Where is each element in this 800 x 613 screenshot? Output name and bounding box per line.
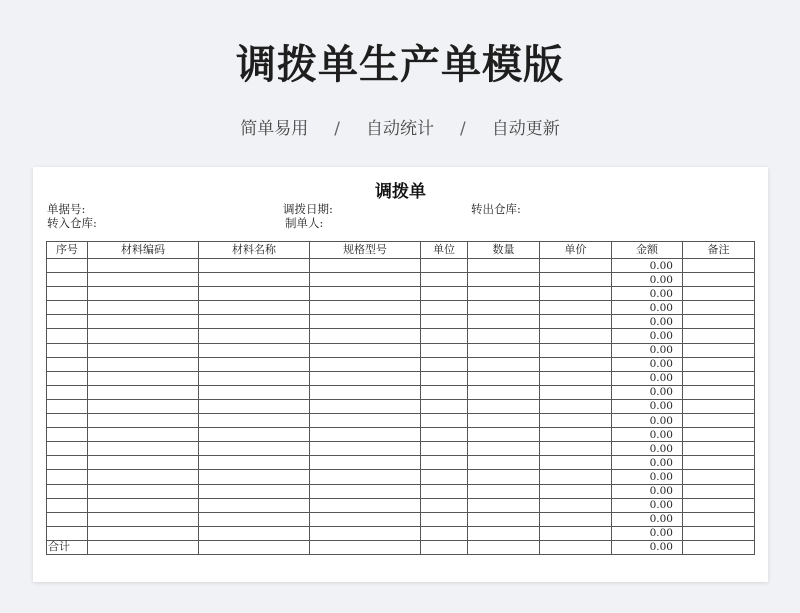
out-warehouse-label: 转出仓库: xyxy=(471,202,521,216)
table-cell[interactable] xyxy=(88,329,199,343)
form-title: 调拨单 xyxy=(375,182,426,202)
table-body xyxy=(47,259,755,541)
table-cell[interactable] xyxy=(421,343,468,357)
table-cell[interactable] xyxy=(468,259,540,273)
table-row xyxy=(47,456,755,470)
amount-cell: 0.00 xyxy=(612,526,683,540)
table-cell[interactable] xyxy=(468,456,540,470)
table-cell[interactable] xyxy=(468,385,540,399)
table-cell[interactable] xyxy=(47,498,88,512)
table-row xyxy=(47,442,755,456)
table-cell[interactable] xyxy=(683,315,755,329)
table-cell[interactable] xyxy=(88,414,199,428)
table-cell[interactable] xyxy=(310,414,421,428)
tag-auto-update: 自动更新 xyxy=(491,119,560,139)
table-row xyxy=(47,414,755,428)
table-cell[interactable] xyxy=(47,470,88,484)
table-cell[interactable] xyxy=(540,259,612,273)
table-cell[interactable] xyxy=(47,484,88,498)
amount-cell: 0.00 xyxy=(612,512,683,526)
amount-cell: 0.00 xyxy=(612,442,683,456)
table-cell[interactable] xyxy=(468,498,540,512)
table-cell[interactable] xyxy=(199,301,310,315)
table-cell[interactable] xyxy=(540,301,612,315)
table-cell[interactable] xyxy=(421,385,468,399)
table-cell[interactable] xyxy=(540,315,612,329)
table-cell[interactable] xyxy=(47,371,88,385)
table-cell[interactable] xyxy=(199,287,310,301)
table-cell[interactable] xyxy=(47,273,88,287)
table-cell[interactable] xyxy=(683,329,755,343)
table-cell[interactable] xyxy=(421,357,468,371)
table-cell[interactable] xyxy=(540,526,612,540)
table-cell[interactable] xyxy=(199,414,310,428)
table-cell[interactable] xyxy=(199,259,310,273)
table-cell[interactable] xyxy=(88,301,199,315)
table-cell[interactable] xyxy=(468,470,540,484)
table-cell[interactable] xyxy=(421,414,468,428)
table-row xyxy=(47,526,755,540)
table-cell[interactable] xyxy=(88,385,199,399)
table-cell[interactable] xyxy=(540,540,612,554)
amount-cell: 0.00 xyxy=(612,470,683,484)
col-header-seq: 序号 xyxy=(47,242,88,259)
table-cell[interactable] xyxy=(47,456,88,470)
table-cell[interactable] xyxy=(540,329,612,343)
table-cell[interactable] xyxy=(88,287,199,301)
table-cell[interactable] xyxy=(199,371,310,385)
table-cell[interactable] xyxy=(468,540,540,554)
table-cell[interactable] xyxy=(468,484,540,498)
table-row xyxy=(47,428,755,442)
table-cell[interactable] xyxy=(683,259,755,273)
table-row xyxy=(47,399,755,413)
table-cell[interactable] xyxy=(310,329,421,343)
table-cell[interactable] xyxy=(199,428,310,442)
col-header-remark: 备注 xyxy=(683,242,755,259)
table-cell[interactable] xyxy=(47,315,88,329)
table-cell[interactable] xyxy=(421,273,468,287)
table-cell[interactable] xyxy=(468,442,540,456)
amount-cell: 0.00 xyxy=(612,287,683,301)
table-row xyxy=(47,385,755,399)
table-cell[interactable] xyxy=(47,428,88,442)
table-cell[interactable] xyxy=(199,498,310,512)
table-cell[interactable] xyxy=(199,526,310,540)
table-cell[interactable] xyxy=(47,301,88,315)
table-row xyxy=(47,273,755,287)
table-cell[interactable] xyxy=(47,442,88,456)
table-cell[interactable] xyxy=(540,414,612,428)
amount-cell: 0.00 xyxy=(612,399,683,413)
table-cell[interactable] xyxy=(88,540,199,554)
table-cell[interactable] xyxy=(310,540,421,554)
table-cell[interactable] xyxy=(683,343,755,357)
table-cell[interactable] xyxy=(88,428,199,442)
table-cell[interactable] xyxy=(683,287,755,301)
table-cell[interactable] xyxy=(88,343,199,357)
table-cell[interactable] xyxy=(310,385,421,399)
table-cell[interactable] xyxy=(310,287,421,301)
table-cell[interactable] xyxy=(540,343,612,357)
table-row xyxy=(47,259,755,273)
table-cell[interactable] xyxy=(88,512,199,526)
in-warehouse-label: 转入仓库: xyxy=(47,216,97,230)
table-row xyxy=(47,315,755,329)
table-cell[interactable] xyxy=(468,357,540,371)
table-cell[interactable] xyxy=(310,428,421,442)
table-cell[interactable] xyxy=(199,399,310,413)
table-cell[interactable] xyxy=(310,259,421,273)
table-row xyxy=(47,329,755,343)
table-cell[interactable] xyxy=(199,273,310,287)
table-cell[interactable] xyxy=(199,540,310,554)
table-cell[interactable] xyxy=(199,456,310,470)
table-cell[interactable] xyxy=(310,371,421,385)
table-cell[interactable] xyxy=(683,442,755,456)
table-row xyxy=(47,287,755,301)
items-table xyxy=(46,241,755,555)
table-cell[interactable] xyxy=(310,442,421,456)
table-cell[interactable] xyxy=(468,512,540,526)
table-cell[interactable] xyxy=(310,343,421,357)
table-cell[interactable] xyxy=(540,470,612,484)
table-cell[interactable] xyxy=(683,540,755,554)
table-cell[interactable] xyxy=(683,414,755,428)
table-cell[interactable] xyxy=(199,512,310,526)
amount-cell: 0.00 xyxy=(612,428,683,442)
table-cell[interactable] xyxy=(421,259,468,273)
amount-cell: 0.00 xyxy=(612,385,683,399)
amount-cell: 0.00 xyxy=(612,301,683,315)
table-cell[interactable] xyxy=(468,273,540,287)
col-header-material-name: 材料名称 xyxy=(199,242,310,259)
table-cell[interactable] xyxy=(683,484,755,498)
total-amount: 0.00 xyxy=(612,540,683,554)
amount-cell: 0.00 xyxy=(612,357,683,371)
table-cell[interactable] xyxy=(421,512,468,526)
amount-cell: 0.00 xyxy=(612,315,683,329)
table-cell[interactable] xyxy=(540,273,612,287)
amount-cell: 0.00 xyxy=(612,329,683,343)
table-cell[interactable] xyxy=(421,371,468,385)
table-cell[interactable] xyxy=(421,540,468,554)
table-cell[interactable] xyxy=(47,357,88,371)
table-cell[interactable] xyxy=(88,442,199,456)
table-cell[interactable] xyxy=(683,385,755,399)
table-cell[interactable] xyxy=(88,484,199,498)
table-cell[interactable] xyxy=(540,385,612,399)
table-cell[interactable] xyxy=(88,315,199,329)
table-row xyxy=(47,498,755,512)
tag-auto-stats: 自动统计 xyxy=(366,119,434,139)
table-cell[interactable] xyxy=(683,301,755,315)
table-cell[interactable] xyxy=(199,385,310,399)
table-cell[interactable] xyxy=(468,329,540,343)
tag-separator: / xyxy=(334,119,340,139)
table-cell[interactable] xyxy=(683,498,755,512)
table-cell[interactable] xyxy=(88,470,199,484)
table-cell[interactable] xyxy=(683,371,755,385)
table-cell[interactable] xyxy=(310,526,421,540)
table-cell[interactable] xyxy=(310,399,421,413)
table-cell[interactable] xyxy=(683,470,755,484)
table-cell[interactable] xyxy=(88,357,199,371)
table-cell[interactable] xyxy=(468,315,540,329)
table-cell[interactable] xyxy=(199,315,310,329)
amount-cell: 0.00 xyxy=(612,414,683,428)
table-cell[interactable] xyxy=(310,470,421,484)
table-cell[interactable] xyxy=(540,428,612,442)
amount-cell: 0.00 xyxy=(612,371,683,385)
amount-cell: 0.00 xyxy=(612,273,683,287)
tag-separator: / xyxy=(460,119,466,139)
amount-cell: 0.00 xyxy=(612,343,683,357)
table-cell[interactable] xyxy=(540,371,612,385)
table-row xyxy=(47,512,755,526)
table-cell[interactable] xyxy=(47,329,88,343)
table-cell[interactable] xyxy=(88,399,199,413)
table-cell[interactable] xyxy=(683,526,755,540)
table-cell[interactable] xyxy=(199,329,310,343)
table-cell[interactable] xyxy=(421,526,468,540)
table-cell[interactable] xyxy=(88,456,199,470)
table-cell[interactable] xyxy=(468,343,540,357)
transfer-form-sheet xyxy=(33,167,768,582)
col-header-unit: 单位 xyxy=(421,242,468,259)
table-cell[interactable] xyxy=(199,357,310,371)
table-cell[interactable] xyxy=(468,287,540,301)
total-label: 合计 xyxy=(47,540,88,554)
table-cell[interactable] xyxy=(199,484,310,498)
table-cell[interactable] xyxy=(310,484,421,498)
table-cell[interactable] xyxy=(540,498,612,512)
table-cell[interactable] xyxy=(421,329,468,343)
amount-cell: 0.00 xyxy=(612,456,683,470)
table-cell[interactable] xyxy=(540,357,612,371)
table-cell[interactable] xyxy=(88,371,199,385)
table-cell[interactable] xyxy=(468,371,540,385)
table-cell[interactable] xyxy=(310,498,421,512)
total-row xyxy=(47,540,755,554)
table-cell[interactable] xyxy=(421,456,468,470)
table-cell[interactable] xyxy=(421,399,468,413)
table-cell[interactable] xyxy=(310,357,421,371)
amount-cell: 0.00 xyxy=(612,484,683,498)
table-cell[interactable] xyxy=(421,287,468,301)
col-header-spec: 规格型号 xyxy=(310,242,421,259)
table-cell[interactable] xyxy=(47,526,88,540)
table-cell[interactable] xyxy=(47,414,88,428)
table-cell[interactable] xyxy=(421,470,468,484)
table-cell[interactable] xyxy=(540,456,612,470)
table-row xyxy=(47,484,755,498)
doc-no-label: 单据号: xyxy=(47,202,86,216)
table-cell[interactable] xyxy=(421,498,468,512)
table-cell[interactable] xyxy=(310,273,421,287)
amount-cell: 0.00 xyxy=(612,498,683,512)
table-cell[interactable] xyxy=(47,385,88,399)
transfer-date-label: 调拨日期: xyxy=(283,202,333,216)
table-cell[interactable] xyxy=(421,301,468,315)
table-cell[interactable] xyxy=(88,526,199,540)
table-cell[interactable] xyxy=(468,399,540,413)
table-cell[interactable] xyxy=(683,273,755,287)
table-cell[interactable] xyxy=(540,287,612,301)
table-cell[interactable] xyxy=(421,442,468,456)
col-header-unit-price: 单价 xyxy=(540,242,612,259)
table-cell[interactable] xyxy=(310,512,421,526)
tag-easy: 简单易用 xyxy=(240,119,309,139)
table-cell[interactable] xyxy=(683,399,755,413)
table-row xyxy=(47,371,755,385)
table-cell[interactable] xyxy=(88,259,199,273)
feature-tags xyxy=(0,114,800,139)
table-row xyxy=(47,357,755,371)
table-cell[interactable] xyxy=(683,357,755,371)
table-cell[interactable] xyxy=(683,512,755,526)
table-cell[interactable] xyxy=(421,484,468,498)
table-cell[interactable] xyxy=(540,442,612,456)
table-cell[interactable] xyxy=(468,428,540,442)
table-row xyxy=(47,470,755,484)
table-cell[interactable] xyxy=(88,498,199,512)
table-cell[interactable] xyxy=(47,343,88,357)
table-cell[interactable] xyxy=(310,456,421,470)
table-cell[interactable] xyxy=(310,301,421,315)
table-cell[interactable] xyxy=(199,442,310,456)
table-cell[interactable] xyxy=(683,428,755,442)
table-cell[interactable] xyxy=(421,428,468,442)
table-cell[interactable] xyxy=(421,315,468,329)
col-header-material-code: 材料编码 xyxy=(88,242,199,259)
amount-cell: 0.00 xyxy=(612,259,683,273)
table-cell[interactable] xyxy=(199,343,310,357)
col-header-amount: 金额 xyxy=(612,242,683,259)
table-header-row xyxy=(47,242,755,259)
maker-label: 制单人: xyxy=(285,216,324,230)
table-cell[interactable] xyxy=(310,315,421,329)
table-cell[interactable] xyxy=(540,399,612,413)
table-cell[interactable] xyxy=(47,512,88,526)
table-cell[interactable] xyxy=(540,484,612,498)
table-cell[interactable] xyxy=(540,512,612,526)
col-header-quantity: 数量 xyxy=(468,242,540,259)
table-cell[interactable] xyxy=(468,414,540,428)
table-row xyxy=(47,343,755,357)
table-cell[interactable] xyxy=(47,287,88,301)
table-row xyxy=(47,301,755,315)
table-cell[interactable] xyxy=(47,399,88,413)
table-cell[interactable] xyxy=(199,470,310,484)
table-cell[interactable] xyxy=(88,273,199,287)
table-cell[interactable] xyxy=(468,301,540,315)
page-title: 调拨单生产单模版 xyxy=(236,42,564,88)
table-cell[interactable] xyxy=(683,456,755,470)
table-cell[interactable] xyxy=(468,526,540,540)
table-cell[interactable] xyxy=(47,259,88,273)
